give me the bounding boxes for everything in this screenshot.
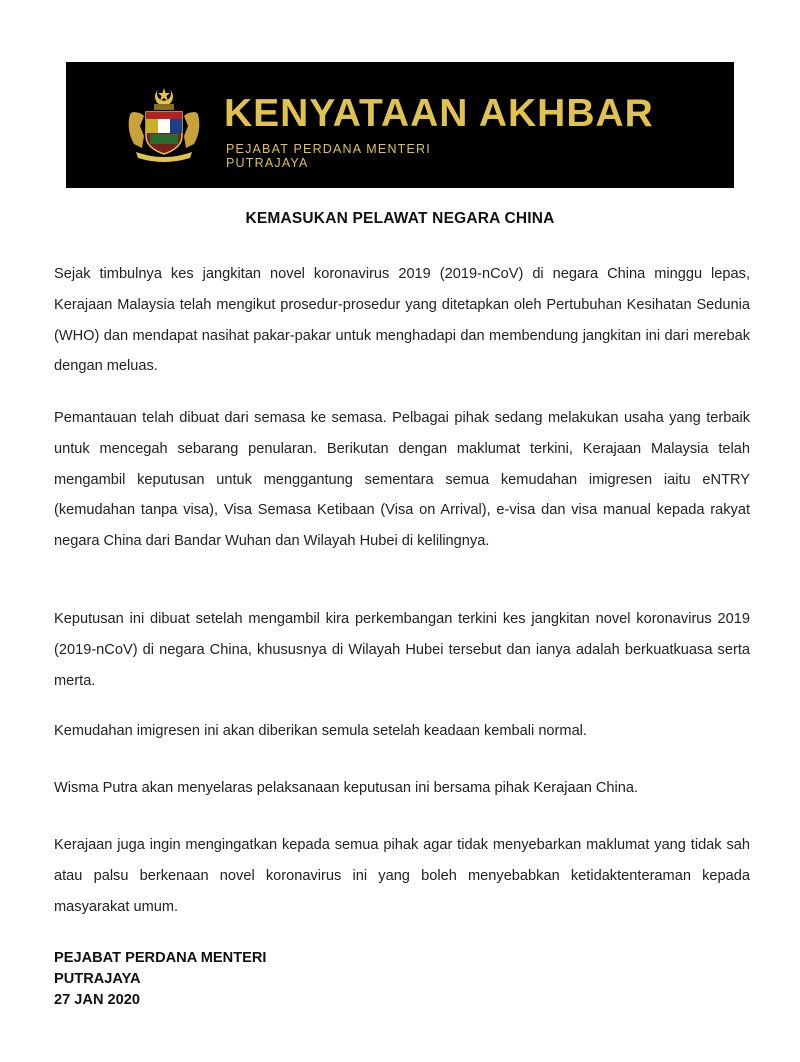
malaysia-coat-of-arms-icon — [124, 86, 204, 166]
press-release-headline: KEMASUKAN PELAWAT NEGARA CHINA — [245, 210, 555, 227]
paragraph-2: Pemantauan telah dibuat dari semasa ke semasa. Pelbagai pihak sedang melakukan usaha yang terbaik untuk mencegah sebarang penularan. Berikutan dengan maklumat terkini, Kerajaan Malaysia telah mengambil keputusan untuk menggantung sementara semua kemudahan imigresen iaitu eNTRY (kemudahan tanpa visa), Visa Semasa Ketibaan (Visa on Arrival), e-visa dan visa manual kepada rakyat negara China dari Bandar Wuhan dan Wilayah Hubei di kelilingnya. — [54, 410, 750, 550]
signature-date: 27 JAN 2020 — [54, 992, 141, 1008]
signature-place: PUTRAJAYA — [54, 971, 141, 987]
banner-subtitle-place: PUTRAJAYA — [226, 156, 309, 170]
press-release-banner — [66, 62, 734, 188]
paragraph-4: Kemudahan imigresen ini akan diberikan semula setelah keadaan kembali normal. — [54, 723, 587, 739]
signature-office: PEJABAT PERDANA MENTERI — [54, 950, 267, 966]
paragraph-1: Sejak timbulnya kes jangkitan novel koronavirus 2019 (2019-nCoV) di negara China minggu lepas, Kerajaan Malaysia telah mengikut prosedur-prosedur yang ditetapkan oleh Pertubuhan Kesihatan Sedunia (WHO) dan mendapat nasihat pakar-pakar untuk menghadapi dan membendung jangkitan ini dari merebak dengan meluas. — [54, 266, 750, 375]
banner-subtitle-office: PEJABAT PERDANA MENTERI — [226, 142, 431, 156]
paragraph-5: Wisma Putra akan menyelaras pelaksanaan keputusan ini bersama pihak Kerajaan China. — [54, 780, 639, 796]
paragraph-6: Kerajaan juga ingin mengingatkan kepada semua pihak agar tidak menyebarkan maklumat yang tidak sah atau palsu berkenaan novel koronavirus ini yang boleh menyebabkan ketidaktenteraman kepada masyarakat umum. — [54, 837, 750, 915]
banner-title: KENYATAAN AKHBAR — [224, 92, 654, 135]
paragraph-3: Keputusan ini dibuat setelah mengambil kira perkembangan terkini kes jangkitan novel koronavirus 2019 (2019-nCoV) di negara China, khususnya di Wilayah Hubei tersebut dan ianya adalah berkuatkuasa serta merta. — [54, 611, 750, 689]
